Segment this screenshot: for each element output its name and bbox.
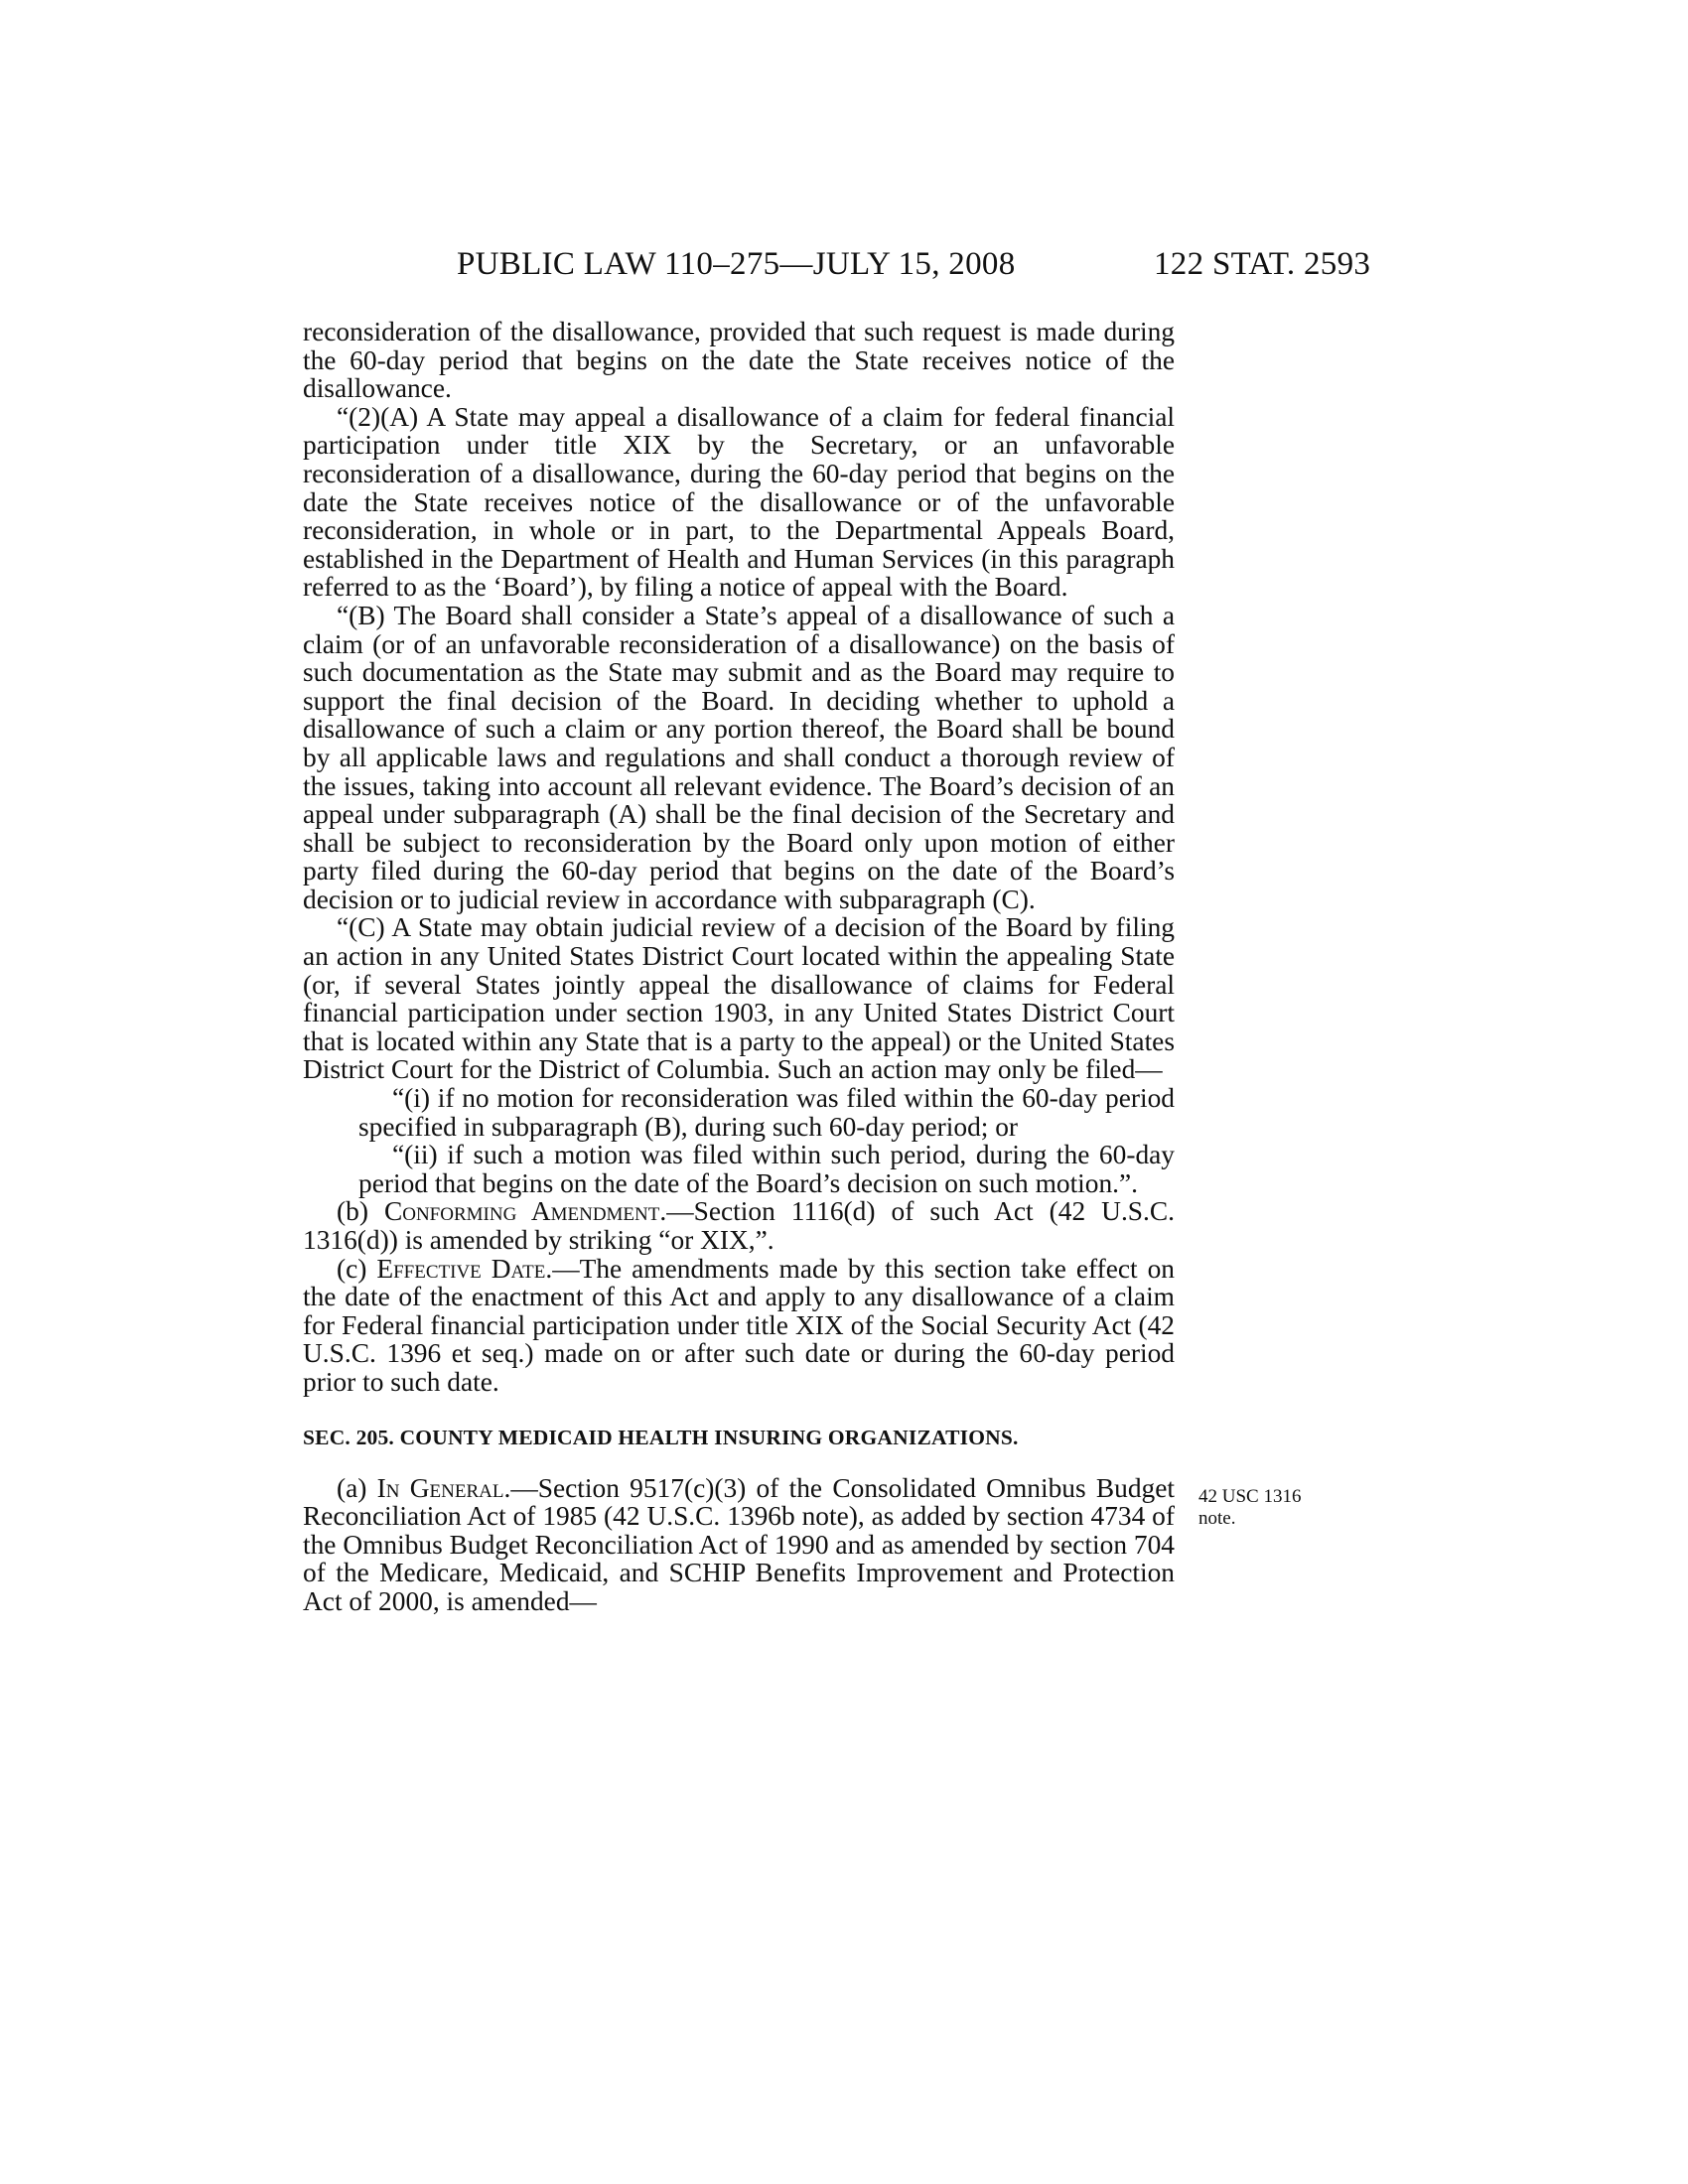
subsection-a-caption: In General [376,1472,504,1503]
running-header [0,246,1688,286]
paragraph-b: “(B) The Board shall consider a State’s appeal of a disallowance of such a claim (or of an unfavorable reconsideration of a disallowance) on the basis of such documentation as the State may submit and as the Board may require to support the final decision of the Board. In deciding whether to uphold a disallowance of such a claim or any portion thereof, the Board shall be bound by all applicable laws and regulations and shall conduct a thorough review of the issues, taking into account all relevant evidence. The Board’s decision of an appeal under subparagraph (A) shall be the final decision of the Secretary and shall be subject to reconsideration by the Board only upon motion of either party filed during the 60-day period that begins on the date of the Board’s decision or to judicial review in accordance with subparagraph (C). [303,600,1175,914]
subsection-a-lead: (a) [337,1472,377,1503]
body-text [303,318,1175,1616]
subsection-c-caption: Effective Date [376,1253,546,1284]
subsection-a-text: .—Section 9517(c)(3) of the Consolidated Omnibus Budget Reconciliation Act of 1985 (42 U.S.C. 1396b note), as added by section 4734 of the Omnibus Budget Reconciliation Act of 1990 and as amended by section 704 of the Medicare, Medicaid, and SCHIP Benefits Improvement and Protection Act of 2000, is amended— [303,1472,1176,1616]
paragraph-2a: “(2)(A) A State may appeal a disallowance of a claim for federal financial participation under title XIX by the Secretary, or an unfavorable reconsideration of a disallowance, during the 60-day period that begins on the date the State receives notice of the disallowance or of the unfavorable reconsideration, in whole or in part, to the Departmental Appeals Board, established in the Department of Health and Human Services (in this paragraph referred to as the ‘Board’), by filing a notice of appeal with the Board. [303,401,1175,603]
clause-i: “(i) if no motion for reconsideration was filed within the 60-day period specified in subparagraph (B), during such 60-day period; or [358,1083,1175,1142]
header-page-number: 122 STAT. 2593 [1154,246,1371,282]
subsection-b [303,1197,1175,1254]
clause-ii: “(ii) if such a motion was filed within such period, during the 60-day period that begins on the date of the Board’s decision on such motion.”. [358,1140,1175,1198]
subsection-a [303,1474,1175,1616]
subsection-b-text: .—Section 1116(d) of such Act (42 U.S.C. 1316(d)) is amended by striking “or XIX,”. [303,1196,1175,1255]
subsection-b-caption: Conforming Amendment [383,1196,660,1227]
margin-note: 42 USC 1316 note. [1198,1486,1302,1529]
subsection-c [303,1255,1175,1397]
subsection-c-lead: (c) [337,1253,377,1284]
section-heading: SEC. 205. COUNTY MEDICAID HEALTH INSURING ORGANIZATIONS. [303,1425,1019,1449]
paragraph-c: “(C) A State may obtain judicial review of a decision of the Board by filing an action in any United States District Court located within the appealing State (or, if several States jointly appeal the disallowance of claims for Federal financial participation under section 1903, in any United States District Court that is located within any State that is a party to the appeal) or the United States District Court for the District of Columbia. Such an action may only be filed— [303,912,1175,1085]
paragraph-continuation: reconsideration of the disallowance, provided that such request is made during the 60-day period that begins on the date the State receives notice of the disallowance. [303,317,1175,404]
subsection-c-text: .—The amendments made by this section take effect on the date of the enactment of this Act and apply to any disallowance of a claim for Federal financial participation under title XIX of the Social Security Act (42 U.S.C. 1396 et seq.) made on or after such date or during the 60-day period prior to such date. [303,1253,1176,1397]
subsection-b-lead: (b) [337,1196,384,1227]
header-title: PUBLIC LAW 110–275—JULY 15, 2008 [457,246,1016,282]
